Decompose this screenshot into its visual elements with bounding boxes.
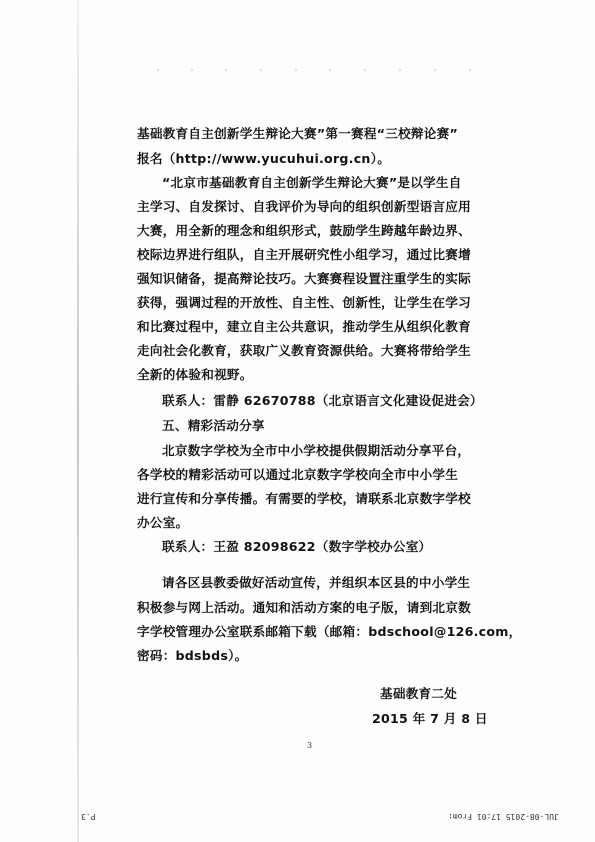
signature-department: 基础教育二处 <box>380 686 458 701</box>
scan-noise <box>150 66 490 74</box>
contact-line-1: 联系人：雷静 62670788（北京语言文化建设促进会） <box>162 393 483 408</box>
scan-edge-shadow <box>77 0 79 842</box>
body-text-line-16: 请各区县教委做好活动宣传，并组织本区县的中小学生 <box>162 575 471 590</box>
body-text-line-15: 办公室。 <box>137 515 189 530</box>
body-text-line-13: 各学校的精彩活动可以通过北京数字学校向全市中小学生 <box>137 467 459 482</box>
body-text-line-2: 报名（http://www.yucuhui.org.cn）。 <box>137 151 391 166</box>
body-text-line-8: 获得，强调过程的开放性、自主性、创新性，让学生在学习 <box>137 295 471 310</box>
body-text-line-6: 校际边界进行组队，自主开展研究性小组学习，通过比赛增 <box>137 247 471 262</box>
body-text-line-1: 基础教育自主创新学生辩论大赛”第一赛程“三校辩论赛” <box>137 126 458 141</box>
body-text-line-14: 进行宣传和分享传播。有需要的学校，请联系北京数字学校 <box>137 491 471 506</box>
fax-timestamp: JUL-08-2015 17:01 From: <box>448 812 559 821</box>
body-text-line-18: 字学校管理办公室联系邮箱下载（邮箱：bdschool@126.com， <box>137 624 522 639</box>
fax-page-marker: P.3 <box>81 812 96 821</box>
body-text-line-12: 北京数字学校为全市中小学校提供假期活动分享平台， <box>162 443 471 458</box>
body-text-line-4: 主学习、自发探讨、自我评价为导向的组织创新型语言应用 <box>137 199 471 214</box>
body-text-line-11: 全新的体验和视野。 <box>137 367 253 382</box>
body-text-line-19: 密码：bdsbds）。 <box>137 648 248 663</box>
page-number: 3 <box>307 741 313 750</box>
body-text-line-17: 积极参与网上活动。通知和活动方案的电子版，请到北京数 <box>137 600 471 615</box>
body-text-line-7: 强知识储备，提高辩论技巧。大赛赛程设置注重学生的实际 <box>137 271 471 286</box>
body-text-line-10: 走向社会化教育，获取广义教育资源供给。大赛将带给学生 <box>137 343 471 358</box>
body-text-line-3: “北京市基础教育自主创新学生辩论大赛”是以学生自 <box>162 175 462 190</box>
section-heading: 五、精彩活动分享 <box>162 418 265 433</box>
body-text-line-5: 大赛，用全新的理念和组织形式，鼓励学生跨越年龄边界、 <box>137 223 471 238</box>
body-text-line-9: 和比赛过程中，建立自主公共意识，推动学生从组织化教育 <box>137 319 471 334</box>
signature-date: 2015 年 7 月 8 日 <box>372 711 488 726</box>
contact-line-2: 联系人：王盈 82098622（数字学校办公室） <box>162 539 432 554</box>
